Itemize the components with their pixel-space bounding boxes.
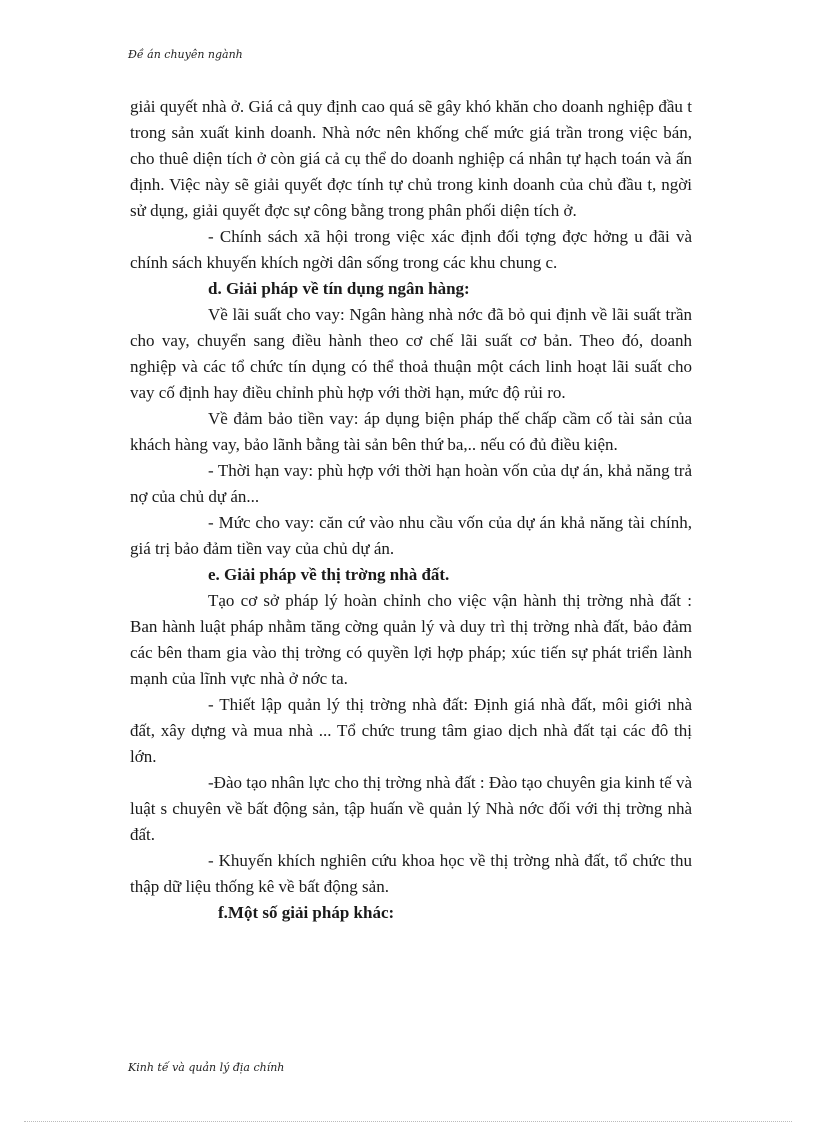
running-header: Đề án chuyên ngành [128, 48, 243, 61]
paragraph: giải quyết nhà ở. Giá cả quy định cao quá sẽ gây khó khăn cho doanh nghiệp đầu t trong sản xuất kinh doanh. Nhà nớc nên khống chế mức giá trần trong việc bán, cho thuê diện tích ở còn giá cả cụ thể do doanh nghiệp cá nhân tự hạch toán và ấn định. Việc này sẽ giải quyết đợc tính tự chủ trong kinh doanh của chủ đầu t, ngời sử dụng, giải quyết đợc sự công bằng trong phân phối diện tích ở. [130, 97, 692, 220]
paragraph: - Khuyến khích nghiên cứu khoa học về thị trờng nhà đất, tổ chức thu thập dữ liệu thống kê về bất động sản. [130, 851, 692, 896]
paragraph: Về đảm bảo tiền vay: áp dụng biện pháp thế chấp cầm cố tài sản của khách hàng vay, bảo lãnh bằng tài sản bên thứ ba,.. nếu có đủ điều kiện. [130, 409, 692, 454]
paragraph: Về lãi suất cho vay: Ngân hàng nhà nớc đã bỏ qui định về lãi suất trần cho vay, chuyển sang điều hành theo cơ chế lãi suất cơ bản. Theo đó, doanh nghiệp và các tổ chức tín dụng có thể thoả thuận một cách linh hoạt lãi suất cho vay cố định hay điều chỉnh phù hợp với thời hạn, mức độ rủi ro. [130, 305, 692, 402]
document-body [130, 94, 692, 926]
page-edge-divider [24, 1121, 792, 1122]
paragraph: - Mức cho vay: căn cứ vào nhu cầu vốn của dự án khả năng tài chính, giá trị bảo đảm tiền vay của chủ dự án. [130, 513, 692, 558]
paragraph: - Thiết lập quản lý thị trờng nhà đất: Định giá nhà đất, môi giới nhà đất, xây dựng và mua nhà ... Tổ chức trung tâm giao dịch nhà đất tại các đô thị lớn. [130, 695, 692, 766]
section-heading-d: d. Giải pháp về tín dụng ngân hàng: [208, 279, 470, 298]
paragraph: -Đào tạo nhân lực cho thị trờng nhà đất : Đào tạo chuyên gia kinh tế và luật s chuyên về bất động sản, tập huấn về quản lý Nhà nớc đối với thị trờng nhà đất. [130, 773, 692, 844]
section-heading-e: e. Giải pháp về thị trờng nhà đất. [208, 565, 450, 584]
section-heading-f: f.Một số giải pháp khác: [218, 903, 395, 922]
running-footer: Kinh tế và quản lý địa chính [128, 1061, 285, 1074]
paragraph: Tạo cơ sở pháp lý hoàn chỉnh cho việc vận hành thị trờng nhà đất : Ban hành luật pháp nhằm tăng cờng quản lý và duy trì thị trờng nhà đất, bảo đảm các bên tham gia vào thị trờng có quyền lợi hợp pháp; xúc tiến sự phát triển lành mạnh của lĩnh vực nhà ở nớc ta. [130, 591, 692, 688]
paragraph: - Thời hạn vay: phù hợp với thời hạn hoàn vốn của dự án, khả năng trả nợ của chủ dự án... [130, 461, 692, 506]
paragraph: - Chính sách xã hội trong việc xác định đối tợng đợc hởng u đãi và chính sách khuyến khích ngời dân sống trong các khu chung c. [130, 227, 692, 272]
